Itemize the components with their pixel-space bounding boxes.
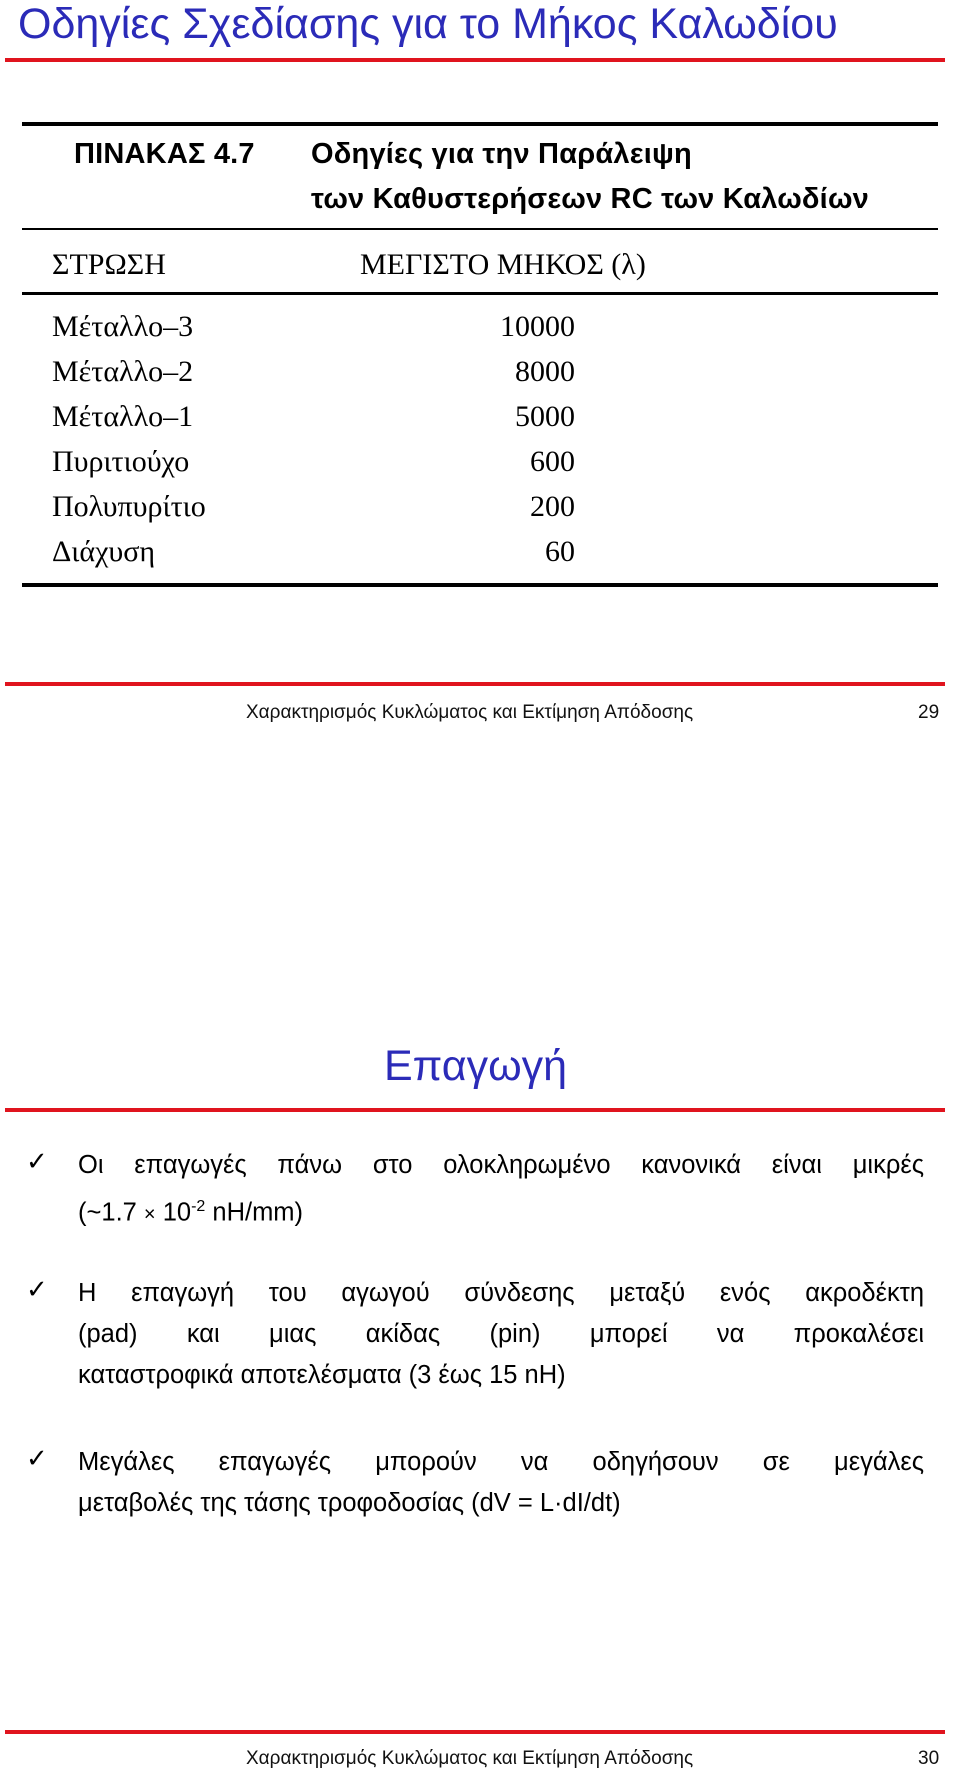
table-row-label: Πυριτιούχο xyxy=(52,445,190,478)
table-header-rule xyxy=(22,292,938,295)
checkmark-icon: ✓ xyxy=(26,1147,48,1177)
bullet-text xyxy=(78,1442,924,1524)
text-span: 10 xyxy=(155,1198,192,1227)
table-row-label: Μέταλλο–1 xyxy=(52,400,194,433)
table-row-value: 10000 xyxy=(500,310,575,343)
table-caption-rule xyxy=(22,228,938,230)
footer-text: Χαρακτηρισμός Κυκλώματος και Εκτίμηση Απόδοσης xyxy=(246,702,694,723)
table-caption-number: ΠΙΝΑΚΑΣ 4.7 xyxy=(74,138,255,170)
bullet-line: (pad) και μιας ακίδας (pin) μπορεί να προκαλέσει xyxy=(78,1320,924,1348)
table-top-rule xyxy=(22,122,938,126)
table-row-label: Διάχυση xyxy=(52,535,156,568)
table-caption-line1: Οδηγίες για την Παράλειψη xyxy=(311,138,692,170)
table-row-value: 8000 xyxy=(515,355,575,388)
exponent: -2 xyxy=(191,1198,206,1215)
checkmark-icon: ✓ xyxy=(26,1444,48,1474)
bullet-line xyxy=(78,1186,924,1236)
bullet-line: Οι επαγωγές πάνω στο ολοκληρωμένο κανονικά είναι μικρές xyxy=(78,1151,924,1179)
slide-title: Οδηγίες Σχεδίασης για το Μήκος Καλωδίου xyxy=(18,0,838,48)
table-bottom-rule xyxy=(22,583,938,587)
table-row-value: 600 xyxy=(530,445,575,478)
column-header-layer: ΣΤΡΩΣΗ xyxy=(52,248,166,281)
table-row-label: Μέταλλο–2 xyxy=(52,355,194,388)
bullet-line: Η επαγωγή του αγωγού σύνδεσης μεταξύ ενός ακροδέκτη xyxy=(78,1279,924,1307)
table-row-value: 200 xyxy=(530,490,575,523)
text-span: (~1.7 xyxy=(78,1198,144,1227)
footer-divider xyxy=(5,682,945,686)
bullet-line: μεταβολές της τάσης τροφοδοσίας (dV = L·dI/dt) xyxy=(78,1489,621,1517)
bullet-text xyxy=(78,1145,924,1236)
footer-divider xyxy=(5,1730,945,1734)
table-row-value: 60 xyxy=(545,535,575,568)
table-row-label: Μέταλλο–3 xyxy=(52,310,194,343)
checkmark-icon: ✓ xyxy=(26,1275,48,1305)
page-number: 29 xyxy=(918,702,940,723)
title-divider xyxy=(5,58,945,62)
text-span: nH/mm) xyxy=(205,1198,304,1227)
bullet-line: Μεγάλες επαγωγές μπορούν να οδηγήσουν σε μεγάλες xyxy=(78,1448,924,1476)
table-row-label: Πολυπυρίτιο xyxy=(52,490,206,523)
column-header-length: ΜΕΓΙΣΤΟ ΜΗΚΟΣ (λ) xyxy=(360,248,646,281)
table-row-value: 5000 xyxy=(515,400,575,433)
footer-text: Χαρακτηρισμός Κυκλώματος και Εκτίμηση Απόδοσης xyxy=(246,1748,694,1769)
bullet-text xyxy=(78,1273,924,1396)
times-symbol: × xyxy=(143,1203,156,1226)
slide-title: Επαγωγή xyxy=(384,1042,568,1090)
title-divider xyxy=(5,1108,945,1112)
bullet-line: καταστροφικά αποτελέσματα (3 έως 15 nH) xyxy=(78,1361,566,1389)
page-number: 30 xyxy=(918,1748,940,1769)
table-caption-line2: των Καθυστερήσεων RC των Καλωδίων xyxy=(311,183,869,215)
